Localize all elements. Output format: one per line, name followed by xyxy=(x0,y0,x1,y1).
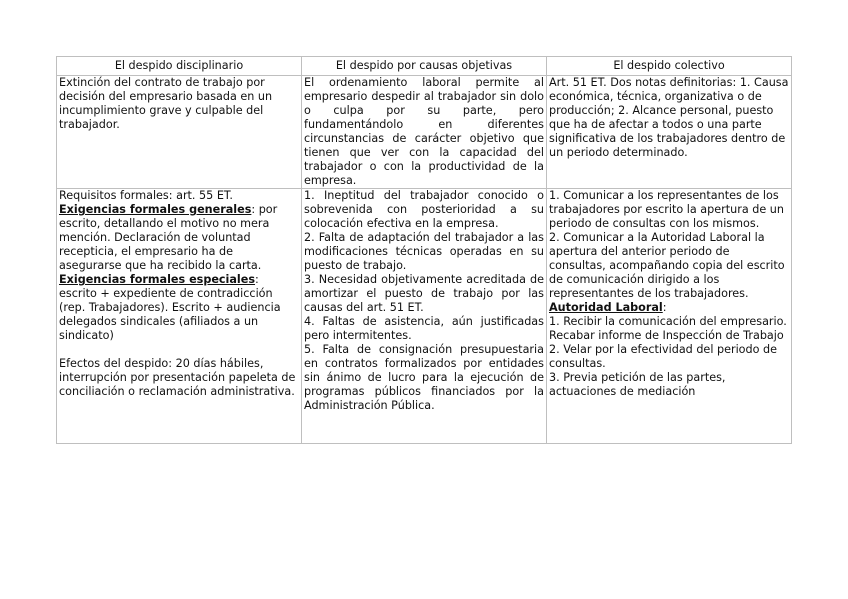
autoridad-laboral-heading xyxy=(549,301,789,315)
exigencias-generales-title: Exigencias formales generales xyxy=(59,203,252,216)
comparison-table xyxy=(56,56,792,444)
definition-colectivo: Art. 51 ET. Dos notas definitorias: 1. Causa económica, técnica, organizativa o de producción; 2. Alcance personal, puesto que ha de afectar a todos o una parte significativa de los trabajadores dentro de un periodo determinado. xyxy=(547,76,792,189)
exigencias-generales-text: : por escrito, detallando el motivo no mera mención. Declaración de voluntad recepticia, el empresario ha de asegurarse que ha recibido la carta. xyxy=(59,203,278,272)
requisitos-formales: Requisitos formales: art. 55 ET. xyxy=(59,189,233,202)
requirements-row xyxy=(57,189,792,444)
causa-item: 1. Ineptitud del trabajador conocido o sobrevenida con posterioridad a su colocación efectiva en la empresa. xyxy=(304,189,544,230)
header-row xyxy=(57,57,792,76)
definition-causas-objetivas: El ordenamiento laboral permite al empresario despedir al trabajador sin dolo o culpa por su parte, pero fundamentándolo en diferentes circunstancias de carácter objetivo que tienen que ver con la capacidad del trabajador o con la productividad de la empresa. xyxy=(302,76,547,189)
autoridad-item: 2. Velar por la efectividad del periodo de consultas. xyxy=(549,343,778,370)
header-causas-objetivas: El despido por causas objetivas xyxy=(302,57,547,76)
causa-item: 3. Necesidad objetivamente acreditada de amortizar el puesto de trabajo por las causas del art. 51 ET. xyxy=(304,273,544,314)
header-colectivo: El despido colectivo xyxy=(547,57,792,76)
requirements-disciplinario xyxy=(57,189,302,444)
requirements-colectivo xyxy=(547,189,792,444)
header-disciplinario: El despido disciplinario xyxy=(57,57,302,76)
efectos-despido: Efectos del despido: 20 días hábiles, interrupción por presentación papeleta de conciliación o reclamación administrativa. xyxy=(59,357,296,398)
exigencias-especiales-title: Exigencias formales especiales xyxy=(59,273,256,286)
definition-row xyxy=(57,76,792,189)
autoridad-item: 1. Recibir la comunicación del empresario. Recabar informe de Inspección de Trabajo xyxy=(549,315,787,342)
procedimiento-item: 1. Comunicar a los representantes de los trabajadores por escrito la apertura de un periodo de consultas con los mismos. xyxy=(549,189,784,230)
definition-disciplinario: Extinción del contrato de trabajo por decisión del empresario basada en un incumplimiento grave y culpable del trabajador. xyxy=(57,76,302,189)
exigencias-generales xyxy=(59,203,299,273)
spacer xyxy=(59,343,299,357)
autoridad-laboral-colon: : xyxy=(662,301,667,314)
autoridad-laboral-title: Autoridad Laboral xyxy=(549,301,663,314)
procedimiento-item: 2. Comunicar a la Autoridad Laboral la apertura del anterior periodo de consultas, acompañando copia del escrito de comunicación dirigido a los representantes de los trabajadores. xyxy=(549,231,785,300)
exigencias-especiales-heading xyxy=(59,273,299,287)
causa-item: 4. Faltas de asistencia, aún justificadas pero intermitentes. xyxy=(304,315,544,342)
requirements-causas-objetivas xyxy=(302,189,547,444)
autoridad-item: 3. Previa petición de las partes, actuaciones de mediación xyxy=(549,371,726,398)
exigencias-especiales-colon: : xyxy=(255,273,259,286)
causa-item: 2. Falta de adaptación del trabajador a las modificaciones técnicas operadas en su puesto de trabajo. xyxy=(304,231,544,272)
exigencias-especiales-text: escrito + expediente de contradicción (rep. Trabajadores). Escrito + audiencia delegados sindicales (afiliados a un sindicato) xyxy=(59,287,281,342)
causa-item: 5. Falta de consignación presupuestaria en contratos formalizados por entidades sin ánimo de lucro para la ejecución de programas públicos financiados por la Administración Pública. xyxy=(304,343,544,412)
